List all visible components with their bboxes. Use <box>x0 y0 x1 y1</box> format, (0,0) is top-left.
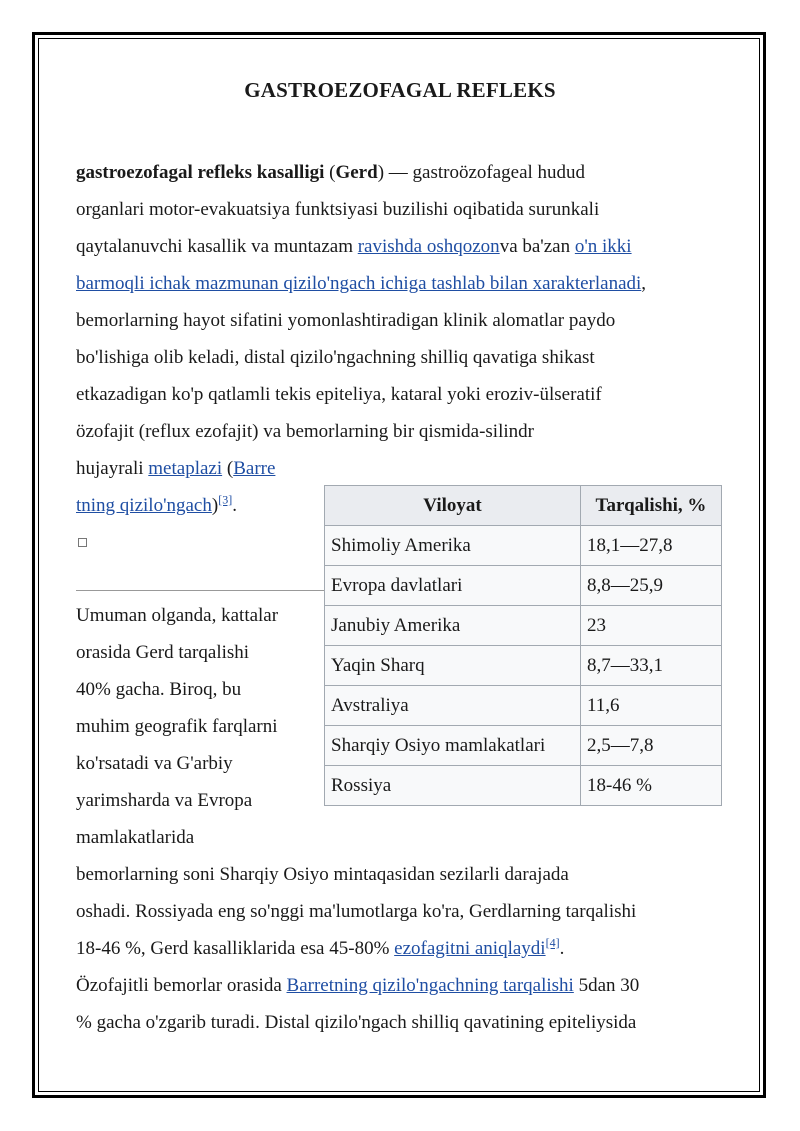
para1-line-3: qaytalanuvchi kasallik va muntazam ravishda oshqozonva ba'zan o'n ikki <box>76 236 632 257</box>
para1-line-10: tning qizilo'ngach)[3]. <box>76 492 237 516</box>
para2-line-5: % gacha o'zgarib turadi. Distal qizilo'ngach shilliq qavatining epiteliysida <box>76 1012 637 1033</box>
table-row <box>325 726 722 766</box>
region-cell: Sharqiy Osiyo mamlakatlari <box>325 726 581 766</box>
term-abbr-bold: Gerd <box>335 162 378 183</box>
para2-short-line-1: Umuman olganda, kattalar <box>76 605 279 626</box>
region-cell: Janubiy Amerika <box>325 606 581 646</box>
table-row <box>325 566 722 606</box>
link-barretning-qizilongach[interactable]: tning qizilo'ngach <box>76 495 212 516</box>
prevalence-cell: 2,5—7,8 <box>581 726 722 766</box>
para2-line-3: 18-46 %, Gerd kasalliklarida esa 45-80% ezofagitni aniqlaydi[4]. <box>76 935 565 959</box>
para1-line-7: etkazadigan ko'p qatlamli tekis epiteliya, kataral yoki eroziv-ülseratif <box>76 384 602 405</box>
prevalence-cell: 23 <box>581 606 722 646</box>
para2-short-line-6: yarimsharda va Evropa <box>76 790 253 811</box>
col-header-region: Viloyat <box>325 486 581 526</box>
prevalence-table <box>324 485 722 806</box>
region-cell: Rossiya <box>325 766 581 806</box>
link-barre[interactable]: Barre <box>233 458 276 479</box>
region-cell: Shimoliy Amerika <box>325 526 581 566</box>
citation-3[interactable]: [3] <box>218 492 233 507</box>
link-ezofagitni-aniqlaydi[interactable]: ezofagitni aniqlaydi <box>394 938 546 959</box>
page-title: GASTROEZOFAGAL REFLEKS <box>244 78 556 102</box>
region-cell: Evropa davlatlari <box>325 566 581 606</box>
link-barretning-tarqalishi[interactable]: Barretning qizilo'ngachning tarqalishi <box>286 975 574 996</box>
para1-line-6: bo'lishiga olib keladi, distal qizilo'ngachning shilliq qavatiga shikast <box>76 347 595 368</box>
para2-short-line-2: orasida Gerd tarqalishi <box>76 642 250 663</box>
para1-line-8: özofajit (reflux ezofajit) va bemorlarning bir qismida-silindr <box>76 421 534 442</box>
table-row <box>325 606 722 646</box>
prevalence-cell: 8,7—33,1 <box>581 646 722 686</box>
para1-line-5: bemorlarning hayot sifatini yomonlashtiradigan klinik alomatlar paydo <box>76 310 616 331</box>
prevalence-cell: 18,1—27,8 <box>581 526 722 566</box>
para1-line-9: hujayrali metaplazi (Barre <box>76 458 276 479</box>
link-metaplazi[interactable]: metaplazi <box>148 458 223 479</box>
prevalence-cell: 8,8—25,9 <box>581 566 722 606</box>
para2-line-1: bemorlarning soni Sharqiy Osiyo mintaqasidan sezilarli darajada <box>76 864 569 885</box>
para2-short-line-4: muhim geografik farqlarni <box>76 716 278 737</box>
link-on-ikki[interactable]: o'n ikki <box>574 236 632 257</box>
divider <box>76 590 326 591</box>
table-row <box>325 646 722 686</box>
table-row <box>325 526 722 566</box>
region-cell: Avstraliya <box>325 686 581 726</box>
link-barmoqli-ichak[interactable]: barmoqli ichak mazmunan qizilo'ngach ichiga tashlab bilan xarakterlanadi <box>76 273 642 294</box>
term-bold: gastroezofagal refleks kasalligi <box>76 162 325 183</box>
para1-line-1: gastroezofagal refleks kasalligi (Gerd) — gastroözofageal hudud <box>76 162 586 183</box>
table-header-row <box>325 486 722 526</box>
para2-short-line-5: ko'rsatadi va G'arbiy <box>76 753 233 774</box>
link-ravishda-oshqozon[interactable]: ravishda oshqozon <box>357 236 500 257</box>
para2-short-line-7: mamlakatlarida <box>76 827 195 848</box>
table-row <box>325 686 722 726</box>
para1-line-4: barmoqli ichak mazmunan qizilo'ngach ichiga tashlab bilan xarakterlanadi, <box>76 273 647 294</box>
prevalence-cell: 11,6 <box>581 686 722 726</box>
region-cell: Yaqin Sharq <box>325 646 581 686</box>
citation-4[interactable]: [4] <box>545 935 560 950</box>
para2-short-line-3: 40% gacha. Biroq, bu <box>76 679 242 700</box>
para2-line-2: oshadi. Rossiyada eng so'nggi ma'lumotlarga ko'ra, Gerdlarning tarqalishi <box>76 901 637 922</box>
para1-line-2: organlari motor-evakuatsiya funktsiyasi buzilishi oqibatida surunkali <box>76 199 600 220</box>
para2-line-4: Özofajitli bemorlar orasida Barretning qizilo'ngachning tarqalishi 5dan 30 <box>76 975 640 996</box>
prevalence-cell: 18-46 % <box>581 766 722 806</box>
table-row <box>325 766 722 806</box>
broken-image-icon <box>78 538 87 547</box>
col-header-prevalence: Tarqalishi, % <box>581 486 722 526</box>
